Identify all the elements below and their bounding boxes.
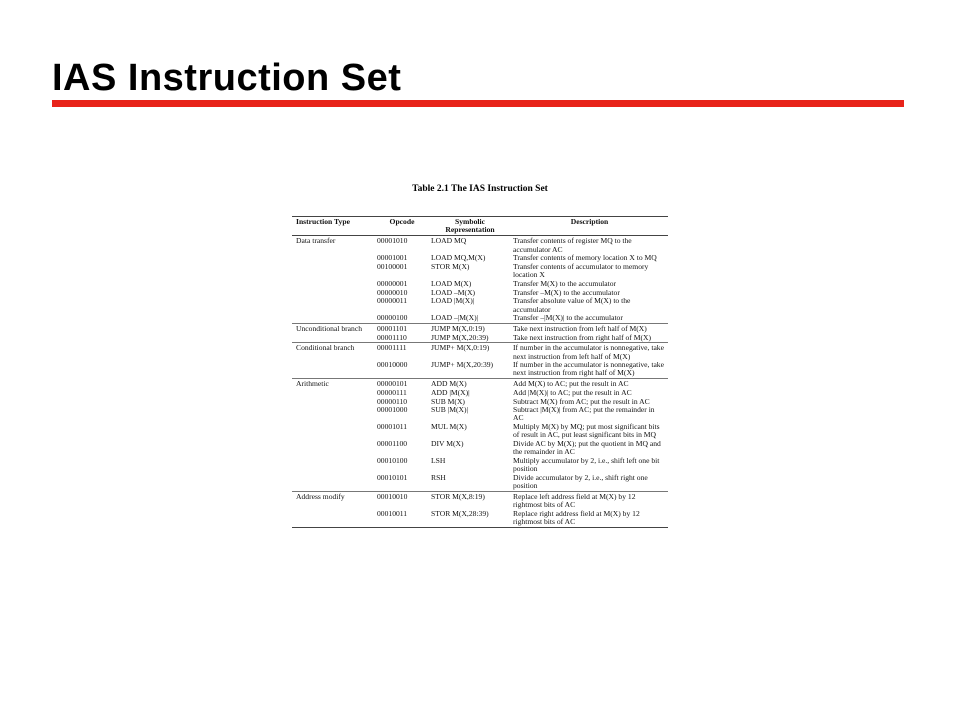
opcode-cell: 00001010 xyxy=(375,236,429,254)
instruction-type-cell xyxy=(292,510,375,528)
ias-instruction-table xyxy=(292,216,668,528)
instruction-type-cell xyxy=(292,389,375,398)
description-cell: Multiply M(X) by MQ; put most significant bits of result in AC, put least significant bits in MQ xyxy=(513,422,660,440)
symbolic-cell: JUMP M(X,0:19) xyxy=(429,323,511,333)
symbolic-cell: SUB M(X) xyxy=(431,396,465,406)
instruction-type-cell xyxy=(292,361,375,378)
description-cell: If number in the accumulator is nonnegative, take next instruction from left half of M(X) xyxy=(511,343,668,361)
description-cell: Transfer –M(X) to the accumulator xyxy=(513,287,620,297)
opcode-cell: 00010011 xyxy=(375,510,429,528)
instruction-type-cell xyxy=(292,334,375,343)
symbolic-cell: JUMP+ M(X,0:19) xyxy=(429,343,511,361)
opcode-cell: 00001000 xyxy=(377,405,408,415)
description-cell: Take next instruction from left half of M(X) xyxy=(511,323,668,333)
table-row xyxy=(292,510,668,528)
description-cell: Add M(X) to AC; put the result in AC xyxy=(511,379,668,389)
symbolic-cell: LOAD –|M(X)| xyxy=(431,313,479,323)
instruction-type-cell xyxy=(292,289,375,298)
instruction-type-cell xyxy=(292,297,375,314)
opcode-cell: 00000001 xyxy=(377,278,408,288)
instruction-type-cell xyxy=(292,406,375,423)
instruction-type-cell: Unconditional branch xyxy=(292,323,375,333)
opcode-cell: 00001100 xyxy=(377,439,408,449)
instruction-type-cell: Conditional branch xyxy=(292,343,375,361)
title-underline xyxy=(52,100,904,107)
description-cell: Replace left address field at M(X) by 12 rightmost bits of AC xyxy=(511,491,668,509)
symbolic-cell: JUMP+ M(X,20:39) xyxy=(431,360,494,370)
table-row xyxy=(292,343,668,361)
table-row xyxy=(292,423,668,440)
instruction-type-cell xyxy=(292,280,375,289)
table-row xyxy=(292,474,668,491)
opcode-cell: 00001111 xyxy=(375,343,429,361)
header-instruction-type: Instruction Type xyxy=(292,217,375,236)
description-cell: Transfer absolute value of M(X) to the accumulator xyxy=(513,296,631,314)
opcode-cell: 00000011 xyxy=(377,296,408,306)
table-row xyxy=(292,440,668,457)
instruction-type-cell: Data transfer xyxy=(292,236,375,254)
description-cell: Divide accumulator by 2, i.e., shift right one position xyxy=(513,472,648,491)
opcode-cell: 00000110 xyxy=(377,396,408,406)
symbolic-cell: ADD |M(X)| xyxy=(431,387,470,397)
opcode-cell: 00000010 xyxy=(377,287,408,297)
instruction-type-cell xyxy=(292,398,375,407)
slide-title: IAS Instruction Set xyxy=(52,57,402,99)
symbolic-cell: ADD M(X) xyxy=(429,379,511,389)
instruction-type-cell xyxy=(292,263,375,280)
table-row xyxy=(292,263,668,280)
description-cell: Transfer –|M(X)| to the accumulator xyxy=(513,313,623,323)
symbolic-cell: LOAD MQ xyxy=(429,236,511,254)
symbolic-cell: JUMP M(X,20:39) xyxy=(431,332,489,342)
table-header-row xyxy=(292,217,668,236)
instruction-type-cell xyxy=(292,474,375,491)
table-row xyxy=(292,457,668,474)
header-description: Description xyxy=(511,217,668,236)
symbolic-cell: SUB |M(X)| xyxy=(431,405,469,415)
opcode-cell: 00000111 xyxy=(377,387,407,397)
symbolic-cell: LOAD –M(X) xyxy=(431,287,476,297)
opcode-cell: 00000100 xyxy=(377,313,408,323)
table-row xyxy=(292,334,668,343)
table-row xyxy=(292,361,668,378)
opcode-cell: 00010000 xyxy=(377,360,408,370)
header-opcode: Opcode xyxy=(375,217,429,236)
description-cell: Take next instruction from right half of M(X) xyxy=(513,332,652,342)
opcode-cell: 00001101 xyxy=(375,323,429,333)
instruction-type-cell xyxy=(292,314,375,323)
opcode-cell: 00010100 xyxy=(377,455,408,465)
table-row xyxy=(292,297,668,314)
table-body xyxy=(292,236,668,528)
description-cell: Add |M(X)| to AC; put the result in AC xyxy=(513,387,632,397)
symbolic-cell: DIV M(X) xyxy=(431,439,464,449)
symbolic-cell: LOAD |M(X)| xyxy=(431,296,475,306)
description-cell: If number in the accumulator is nonnegative, take next instruction from right half of M(X) xyxy=(513,360,664,378)
table-row xyxy=(292,314,668,323)
description-cell: Transfer M(X) to the accumulator xyxy=(513,278,617,288)
description-cell: Transfer contents of register MQ to the accumulator AC xyxy=(511,236,668,254)
table-row xyxy=(292,491,668,509)
description-cell: Subtract M(X) from AC; put the result in AC xyxy=(513,396,650,406)
description-cell: Transfer contents of memory location X to MQ xyxy=(513,253,657,263)
description-cell: Transfer contents of accumulator to memory location X xyxy=(513,262,649,280)
description-cell: Divide AC by M(X); put the quotient in MQ and the remainder in AC xyxy=(513,439,661,457)
opcode-cell: 00100001 xyxy=(377,262,408,272)
header-symbolic-representation: Symbolic Representation xyxy=(429,217,511,236)
opcode-cell: 00010010 xyxy=(375,491,429,509)
opcode-cell: 00001110 xyxy=(377,332,407,342)
table-row xyxy=(292,406,668,423)
opcode-cell: 00001001 xyxy=(377,253,408,263)
description-cell: Replace right address field at M(X) by 12 rightmost bits of AC xyxy=(511,510,668,528)
description-cell: Multiply accumulator by 2, i.e., shift left one bit position xyxy=(513,455,660,474)
symbolic-cell: STOR M(X,8:19) xyxy=(429,491,511,509)
opcode-cell: 00010101 xyxy=(377,472,408,482)
opcode-cell: 00001011 xyxy=(377,422,408,432)
symbolic-cell: STOR M(X) xyxy=(431,262,470,272)
description-cell: Subtract |M(X)| from AC; put the remainder in AC xyxy=(513,405,655,423)
symbolic-cell: MUL M(X) xyxy=(431,422,467,432)
instruction-type-cell xyxy=(292,254,375,263)
table-caption: Table 2.1 The IAS Instruction Set xyxy=(412,184,548,194)
symbolic-cell: LOAD M(X) xyxy=(431,278,472,288)
instruction-type-cell xyxy=(292,423,375,440)
symbolic-cell: LOAD MQ,M(X) xyxy=(431,253,486,263)
instruction-type-cell: Arithmetic xyxy=(292,379,375,389)
table-row xyxy=(292,236,668,254)
symbolic-cell: RSH xyxy=(431,472,446,482)
symbolic-cell: STOR M(X,28:39) xyxy=(429,510,511,528)
instruction-type-cell xyxy=(292,440,375,457)
symbolic-cell: LSH xyxy=(431,455,446,465)
instruction-type-cell: Address modify xyxy=(292,491,375,509)
instruction-type-cell xyxy=(292,457,375,474)
opcode-cell: 00000101 xyxy=(375,379,429,389)
